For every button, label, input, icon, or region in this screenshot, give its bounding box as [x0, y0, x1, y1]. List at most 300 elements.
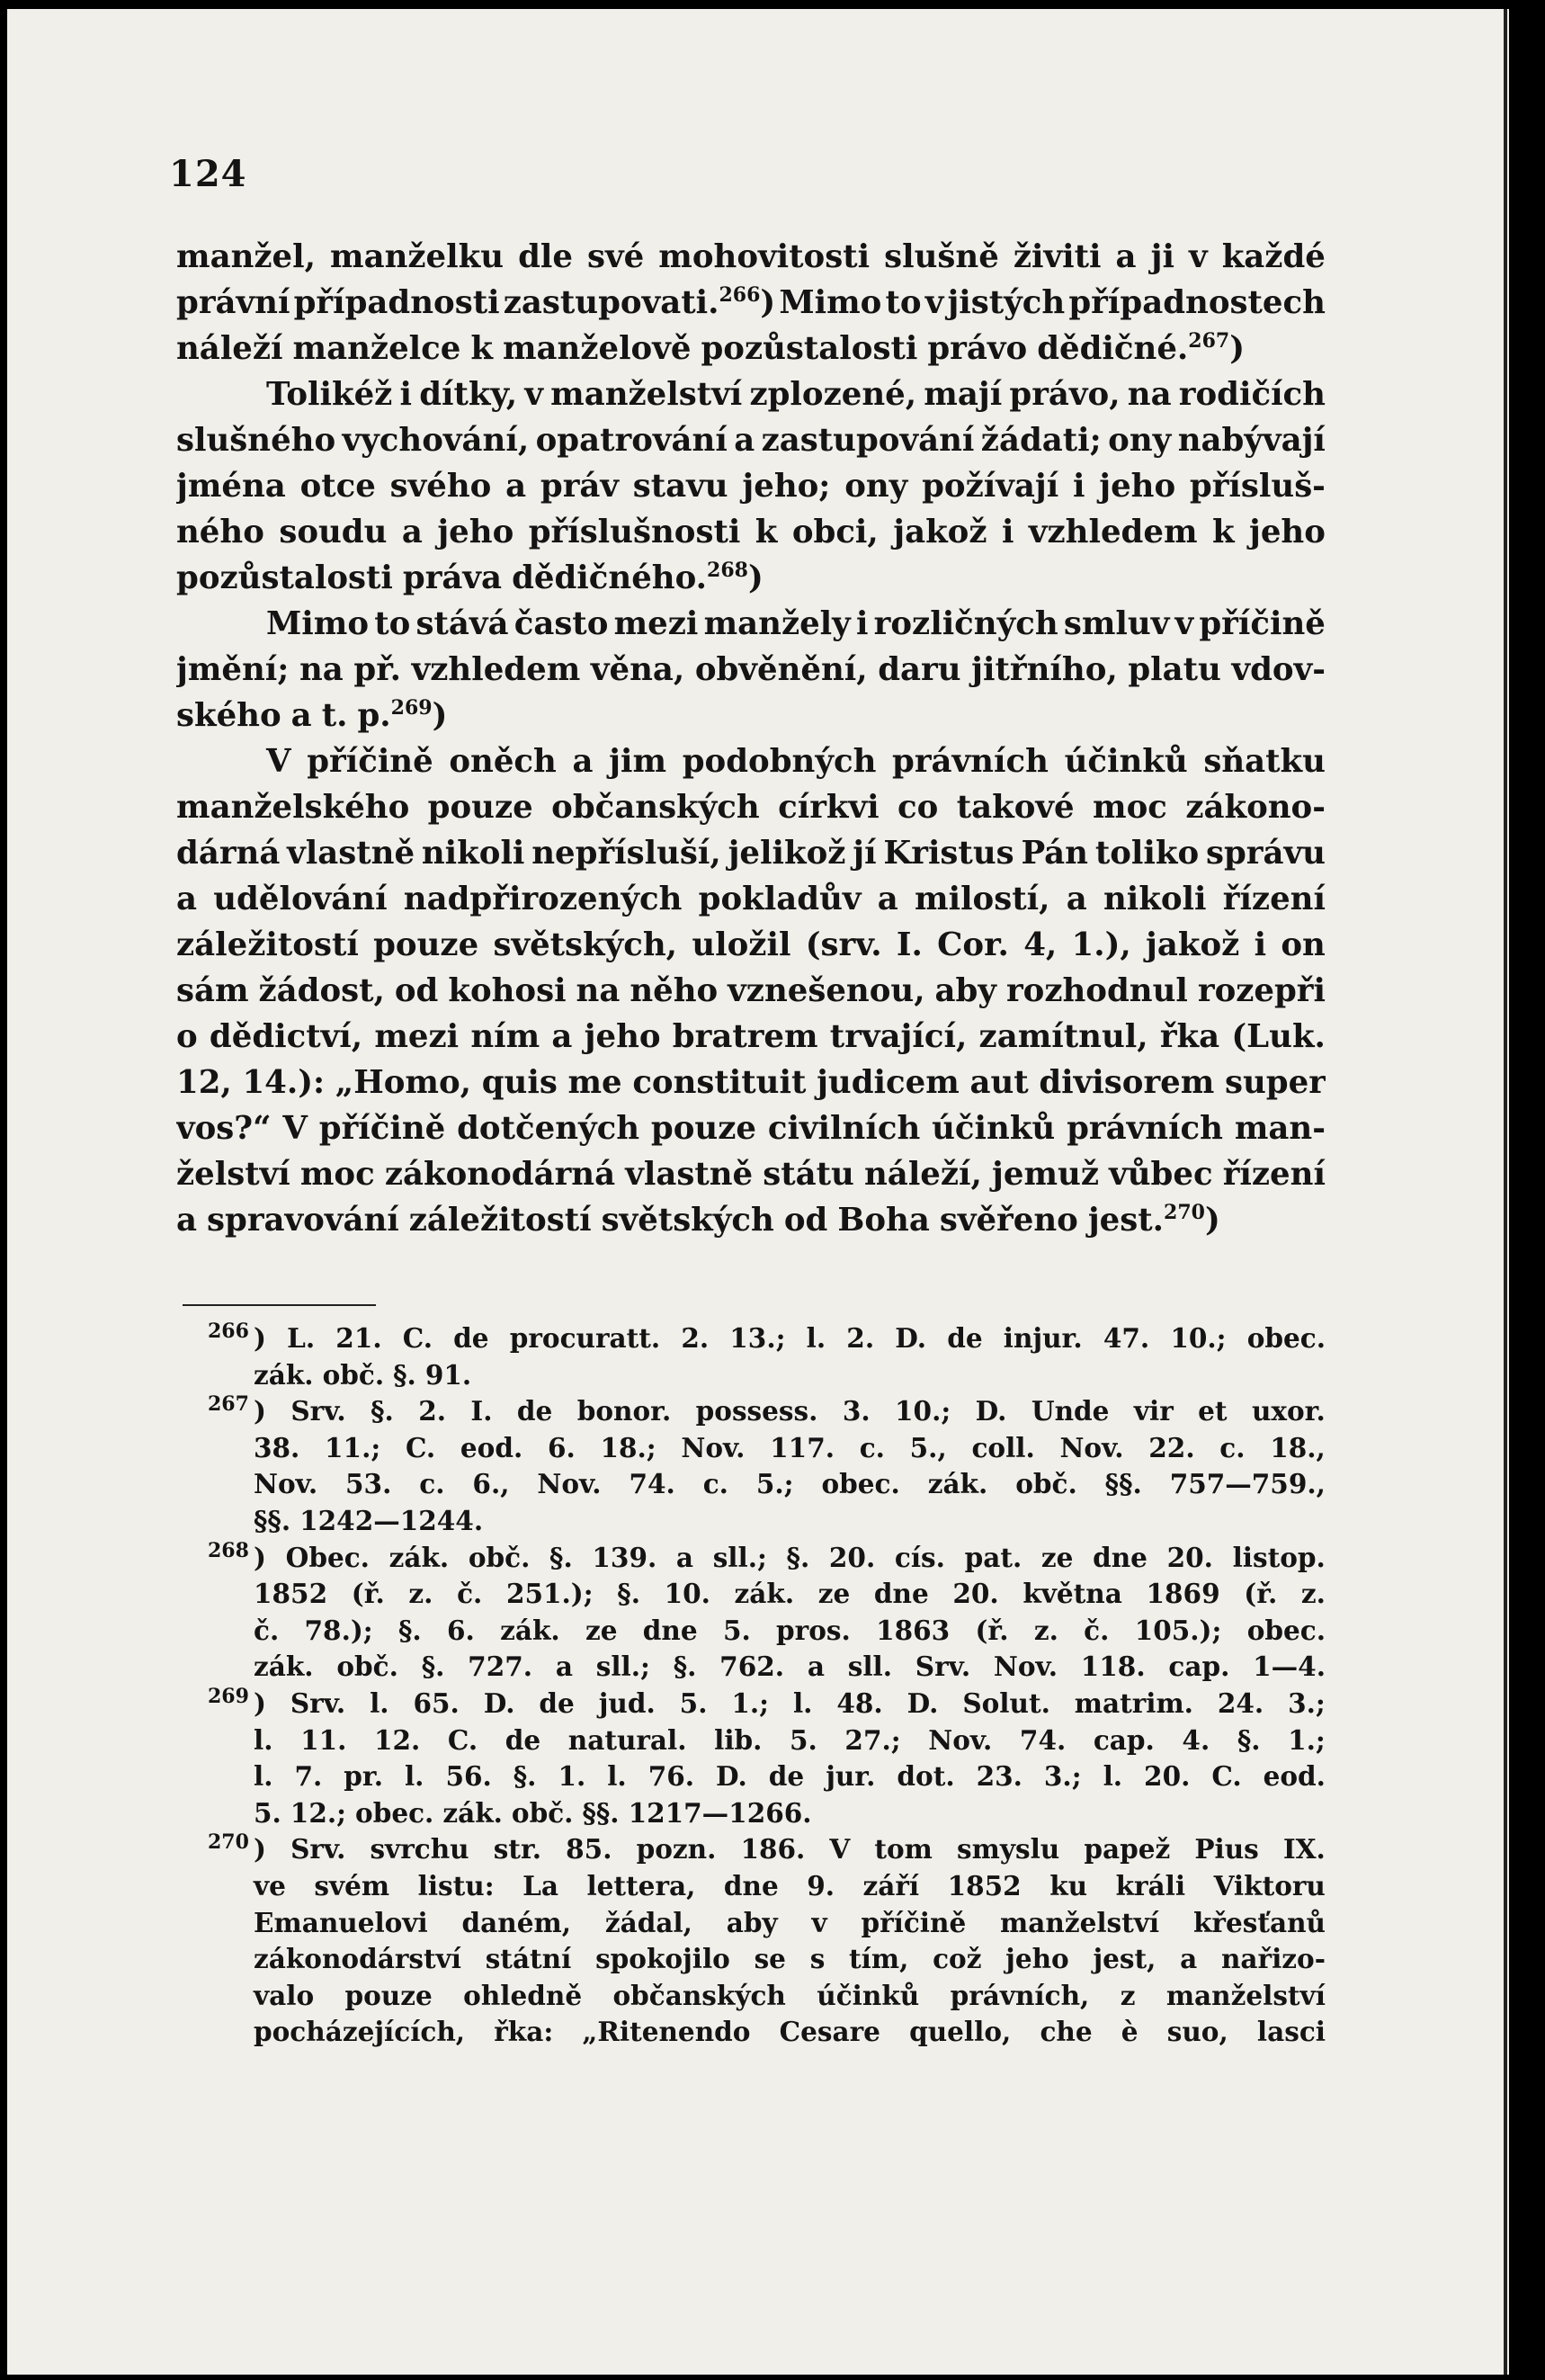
word: Srv.	[290, 1395, 346, 1427]
word: C.	[447, 1723, 478, 1756]
word: lettera,	[586, 1869, 696, 1901]
word: nabývají	[1177, 422, 1326, 459]
word: aut	[969, 1064, 1029, 1101]
word: nařizo-	[1220, 1943, 1326, 1975]
word: obč.	[336, 1651, 398, 1683]
word: občanských	[551, 789, 760, 826]
footnote-line	[176, 2014, 1326, 2051]
word: IX.	[1282, 1833, 1326, 1866]
word: účinků	[932, 1110, 1056, 1147]
footnote-number: 267 )	[208, 1393, 266, 1427]
word: obč.	[1015, 1468, 1077, 1500]
word: vůbec	[1109, 1156, 1213, 1193]
word: pozn.	[636, 1833, 717, 1866]
word: želství	[176, 1156, 290, 1193]
word: daném,	[461, 1906, 571, 1938]
word: na	[1127, 376, 1172, 413]
word: §§.	[254, 1504, 291, 1536]
word: obec.	[821, 1468, 900, 1500]
word: 1.	[558, 1760, 586, 1793]
word: pat.	[964, 1541, 1023, 1573]
word: přísluš-	[1189, 468, 1326, 505]
scanned-page	[7, 9, 1509, 2375]
body-line	[176, 234, 1326, 280]
body-line	[176, 830, 1326, 876]
word: od	[783, 1202, 828, 1239]
word: záležitostí	[176, 926, 359, 963]
word: manžely	[703, 605, 851, 642]
word: 117.	[770, 1431, 835, 1463]
word: a	[572, 743, 594, 780]
word: dne	[723, 1869, 779, 1901]
word: toliko	[1094, 835, 1200, 872]
word: §.	[398, 1614, 422, 1646]
word: jména	[176, 468, 286, 505]
word: dítky,	[419, 376, 518, 413]
word: s	[809, 1943, 826, 1975]
word: 10.;	[895, 1395, 951, 1427]
word: eod.	[460, 1431, 523, 1463]
word: své	[587, 238, 645, 275]
word: řka:	[494, 2016, 554, 2048]
footnote-line	[176, 1941, 1326, 1978]
word: vzhledem	[1028, 514, 1198, 550]
word: obec.	[355, 1796, 434, 1829]
word: 14.):	[242, 1064, 326, 1101]
word: ného	[176, 514, 264, 550]
word: de	[516, 1395, 553, 1427]
word: natural.	[567, 1723, 687, 1756]
word: 4,	[1023, 926, 1058, 963]
word: dědičné.$^{267}$)	[1037, 329, 1246, 367]
word: C.	[402, 1322, 433, 1354]
word: žádal,	[604, 1906, 692, 1938]
word: ním	[470, 1018, 540, 1055]
word: správu	[1205, 835, 1326, 872]
word: svrchu	[370, 1833, 469, 1866]
word: D.	[716, 1760, 747, 1793]
word: de	[768, 1760, 805, 1793]
word: vir	[1133, 1395, 1174, 1427]
word: co	[898, 789, 939, 826]
word: aby	[726, 1906, 778, 1938]
word: i	[1254, 926, 1267, 963]
word: jeho	[584, 1018, 661, 1055]
word: září	[862, 1869, 920, 1901]
word: na	[576, 972, 621, 1009]
word: a	[176, 881, 198, 917]
word: a	[877, 881, 898, 917]
word: 5.,	[909, 1431, 947, 1463]
word: zplozené,	[749, 376, 917, 413]
word: 139.	[592, 1541, 657, 1573]
word: z.	[1300, 1578, 1326, 1610]
word: 105.);	[1134, 1614, 1222, 1646]
word: bratrem	[672, 1018, 818, 1055]
word: pokladův	[698, 881, 862, 917]
word: l.	[792, 1687, 813, 1719]
word: §.	[786, 1541, 810, 1573]
word: rozličných	[873, 605, 1058, 642]
word: I.	[470, 1395, 493, 1427]
word: vos?“	[176, 1110, 272, 1147]
word: procuratt.	[509, 1322, 661, 1354]
footnote-ref: 270	[1164, 1201, 1205, 1225]
main-text-block	[176, 234, 1326, 1243]
body-line	[176, 509, 1326, 555]
word: 2.	[681, 1322, 710, 1354]
word: žádost,	[258, 972, 385, 1009]
word: právních	[1067, 1110, 1223, 1147]
word: judicem	[817, 1064, 960, 1101]
word: č.	[1084, 1614, 1110, 1646]
word: Nov.	[928, 1723, 993, 1756]
word: i	[855, 605, 869, 642]
word: Viktoru	[1213, 1869, 1326, 1901]
word: pouze	[344, 1979, 433, 2011]
word: dne	[1093, 1541, 1148, 1573]
word: §.	[371, 1395, 394, 1427]
word: 74.	[1019, 1723, 1067, 1756]
footnote-ref: 267	[1188, 329, 1230, 353]
word: manželce	[292, 330, 461, 367]
word: zák.	[927, 1468, 988, 1500]
word: 12.	[374, 1723, 421, 1756]
word: manžel,	[176, 238, 316, 275]
word: účinků	[1064, 743, 1188, 780]
word: 1.;	[1288, 1723, 1326, 1756]
word: jí	[853, 835, 877, 872]
word: uložil	[692, 926, 791, 963]
footnote-ref-tail: )	[747, 559, 764, 596]
word: 2.	[846, 1322, 875, 1354]
word: smluv	[1063, 605, 1170, 642]
word: otce	[299, 468, 376, 505]
word: nadpřirozených	[403, 881, 683, 917]
word: 1217—1266.	[628, 1796, 812, 1829]
word: mají	[924, 376, 1003, 413]
word: L.	[287, 1322, 316, 1354]
word: světských,	[493, 926, 678, 963]
word: „Homo,	[335, 1064, 472, 1101]
word: k	[1211, 514, 1235, 550]
word: mohovitosti	[658, 238, 871, 275]
word: ského	[176, 697, 281, 734]
word: manželově	[502, 330, 692, 367]
footnote-line	[176, 1758, 1326, 1795]
word: Srv.	[915, 1651, 971, 1683]
word: cap.	[1093, 1723, 1155, 1756]
word: dle	[518, 238, 573, 275]
word: práva	[402, 559, 503, 596]
body-line	[176, 1014, 1326, 1060]
word: quis	[481, 1064, 558, 1101]
word: a	[555, 1651, 573, 1683]
word: zák.	[254, 1358, 314, 1391]
word: §.	[1237, 1723, 1261, 1756]
word: rozhodnul	[1005, 972, 1188, 1009]
footnote-ref: 266	[719, 283, 761, 308]
word: sňatku	[1203, 743, 1326, 780]
word: svěřeno	[939, 1202, 1078, 1239]
word: (srv.	[805, 926, 882, 963]
word: Srv.	[290, 1833, 346, 1866]
footnote-line	[176, 1357, 1326, 1394]
word: mezi	[374, 1018, 460, 1055]
word: náleží	[176, 330, 283, 367]
word: „Ritenendo	[582, 2016, 751, 2048]
word: 18.,	[1270, 1431, 1326, 1463]
word: obec.	[1246, 1614, 1326, 1646]
body-line	[176, 417, 1326, 463]
word: smyslu	[957, 1833, 1060, 1866]
word: pocházejících,	[254, 2016, 466, 2048]
word: obec.	[1246, 1322, 1326, 1354]
body-line	[176, 326, 1326, 371]
word: Boha	[837, 1202, 930, 1239]
word: 78.);	[304, 1614, 373, 1646]
word: 27.;	[844, 1723, 901, 1756]
body-line	[176, 280, 1326, 326]
footnote-line	[176, 1503, 1326, 1540]
footnote-paren: )	[254, 1833, 266, 1866]
word: Unde	[1031, 1395, 1110, 1427]
word: vdov-	[1231, 651, 1326, 688]
word: divisorem	[1039, 1064, 1215, 1101]
word: 65.	[413, 1687, 460, 1719]
word: ohledně	[463, 1979, 583, 2011]
word: č.	[457, 1578, 483, 1610]
page-edge-line	[1504, 9, 1507, 2375]
word: opatrování	[535, 422, 728, 459]
word: 47.	[1103, 1322, 1150, 1354]
word: a	[734, 422, 755, 459]
word: vznešenou,	[728, 972, 925, 1009]
footnote-line	[176, 1430, 1326, 1467]
body-line	[176, 784, 1326, 830]
footnote-ref-tail: )	[432, 697, 448, 734]
word: 118.	[1080, 1651, 1146, 1683]
word: lasci	[1256, 2016, 1326, 2048]
word: jur.	[826, 1760, 876, 1793]
word: vlastně	[287, 835, 415, 872]
body-line	[176, 647, 1326, 693]
word: dot.	[897, 1760, 955, 1793]
footnote-line	[176, 1576, 1326, 1613]
word: v	[811, 1906, 827, 1938]
footnote-line	[176, 1868, 1326, 1905]
word: ze	[817, 1578, 851, 1610]
word: na	[299, 651, 344, 688]
word: milostí,	[915, 881, 1050, 917]
word: §.	[617, 1578, 640, 1610]
word: č.	[254, 1614, 280, 1646]
footnote-ref: 268	[707, 559, 748, 583]
word: jeho;	[742, 468, 831, 505]
word: Kristus	[883, 835, 1014, 872]
word: nikoli	[1103, 881, 1207, 917]
word: Pán	[1021, 835, 1088, 872]
word: §§.	[582, 1796, 620, 1829]
word: ze	[585, 1614, 618, 1646]
word: vzhledem	[411, 651, 581, 688]
word: zákonodárství	[254, 1943, 461, 1975]
word: Pius	[1194, 1833, 1259, 1866]
word: práv	[540, 468, 620, 505]
word: z.	[408, 1578, 433, 1610]
word: a	[290, 697, 312, 734]
word: 3.;	[1288, 1687, 1326, 1719]
word: v	[524, 376, 543, 413]
word: věna,	[590, 651, 685, 688]
word: l.	[1103, 1760, 1123, 1793]
body-line	[176, 876, 1326, 922]
footnote-line	[176, 1649, 1326, 1686]
word: et	[1198, 1395, 1228, 1427]
word: str.	[493, 1833, 542, 1866]
word: moc	[1093, 789, 1167, 826]
word: 186.	[740, 1833, 806, 1866]
word: v	[924, 284, 944, 321]
word: i	[1001, 514, 1014, 550]
word: dne	[642, 1614, 698, 1646]
word: §.	[393, 1358, 416, 1391]
footnote-number: 269 )	[208, 1685, 266, 1719]
word: pozůstalosti	[176, 559, 393, 596]
word: května	[1023, 1578, 1122, 1610]
word: 1—4.	[1253, 1651, 1326, 1683]
word: 762.	[719, 1651, 785, 1683]
word: jmění;	[176, 651, 290, 688]
word: zamítnul,	[978, 1018, 1148, 1055]
word: Obec.	[285, 1541, 370, 1573]
word: 5.;	[755, 1468, 794, 1500]
word: jest.$^{270}$)	[1087, 1201, 1220, 1239]
word: a	[807, 1651, 825, 1683]
body-line	[176, 601, 1326, 647]
word: manželství	[550, 376, 743, 413]
word: manželství	[1165, 1979, 1326, 2011]
word: trvající,	[829, 1018, 968, 1055]
word: l.	[607, 1760, 627, 1793]
word: nikoli	[421, 835, 525, 872]
word: zák.	[500, 1614, 560, 1646]
word: vychování,	[342, 422, 530, 459]
word: jakož	[1146, 926, 1240, 963]
word: od	[394, 972, 439, 1009]
word: ze	[1040, 1541, 1074, 1573]
word: i	[1072, 468, 1085, 505]
word: 7.	[294, 1760, 323, 1793]
word: sll.;	[595, 1651, 650, 1683]
word: 85.	[566, 1833, 612, 1866]
word: matrim.	[1074, 1687, 1193, 1719]
word: se	[754, 1943, 786, 1975]
word: uxor.	[1251, 1395, 1326, 1427]
word: daru	[878, 651, 961, 688]
word: man-	[1234, 1110, 1326, 1147]
word: (ř.	[351, 1578, 385, 1610]
word: §.	[549, 1541, 573, 1573]
word: slušného	[176, 422, 336, 459]
word: 3.;	[1043, 1760, 1082, 1793]
word: v	[1189, 238, 1208, 275]
word: Nov.	[254, 1468, 318, 1500]
word: c.	[419, 1468, 445, 1500]
word: obč.	[511, 1796, 574, 1829]
word: c.	[702, 1468, 728, 1500]
word: zákonodárná	[384, 1156, 616, 1193]
word: jeho	[1099, 468, 1176, 505]
word: 1.;	[731, 1687, 770, 1719]
word: příslušnosti	[528, 514, 741, 550]
word: 5.	[790, 1723, 817, 1756]
footnote-line	[176, 1466, 1326, 1503]
word: 5.	[254, 1796, 281, 1829]
word: 2.	[418, 1395, 446, 1427]
word: 11.	[300, 1723, 347, 1756]
word: právo,	[1009, 376, 1121, 413]
word: 13.;	[729, 1322, 786, 1354]
word: 20.	[1144, 1760, 1191, 1793]
word: aby	[934, 972, 996, 1009]
word: a	[1066, 881, 1087, 917]
word: pouze	[650, 1110, 756, 1147]
word: rodičích	[1178, 376, 1326, 413]
body-line	[176, 463, 1326, 509]
body-line	[176, 738, 1326, 784]
word: sám	[176, 972, 249, 1009]
word: constituit	[632, 1064, 807, 1101]
footnote-paren: )	[254, 1541, 266, 1573]
word: účinků	[817, 1979, 920, 2011]
word: jeho	[1005, 1943, 1069, 1975]
word: ku	[1049, 1869, 1088, 1901]
word: z.	[1033, 1614, 1058, 1646]
word: nepřísluší,	[531, 835, 721, 872]
word: La	[522, 1869, 558, 1901]
word: de	[947, 1322, 983, 1354]
word: cap.	[1168, 1651, 1230, 1683]
footnote-line	[176, 1540, 1326, 1577]
word: 1863	[876, 1614, 951, 1646]
word: 12.;	[290, 1796, 347, 1829]
word: c.	[1219, 1431, 1246, 1463]
word: p.$^{269}$)	[357, 696, 448, 734]
word: Nov.	[537, 1468, 602, 1500]
word: i	[399, 376, 413, 413]
word: Nov.	[1059, 1431, 1124, 1463]
word: v	[1174, 605, 1194, 642]
word: ony	[844, 468, 908, 505]
word: che	[1040, 2016, 1093, 2048]
word: což	[933, 1943, 982, 1975]
word: a	[551, 1018, 573, 1055]
footnotes-block	[176, 1320, 1326, 2051]
word: 56.	[445, 1760, 492, 1793]
word: 1852	[947, 1869, 1022, 1901]
word: žádati;	[980, 422, 1102, 459]
word: příčině	[318, 1110, 446, 1147]
body-line	[176, 968, 1326, 1014]
word: a	[1180, 1943, 1198, 1975]
word: Nov.	[993, 1651, 1058, 1683]
word: zastupovati.$^{266}$)	[503, 283, 776, 321]
word: Cesare	[779, 2016, 880, 2048]
word: cís.	[894, 1541, 945, 1573]
word: případnostech	[1068, 284, 1326, 321]
word: k	[470, 330, 493, 367]
